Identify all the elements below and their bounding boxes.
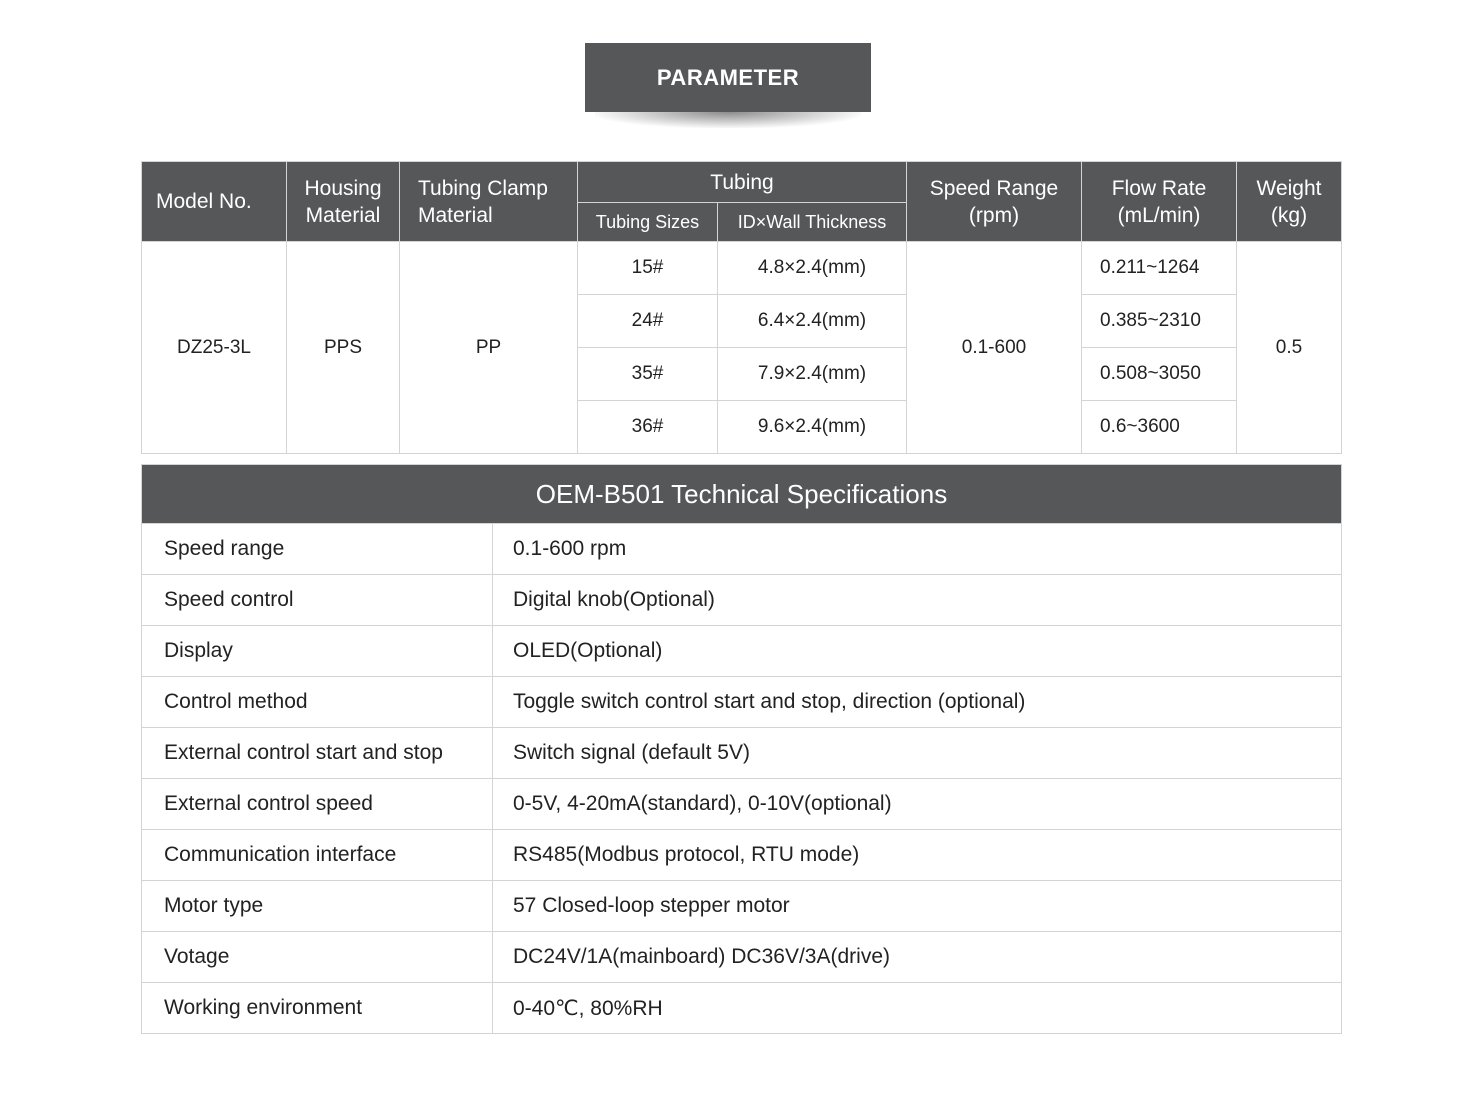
banner-title: PARAMETER bbox=[585, 43, 871, 112]
spec-value: DC24V/1A(mainboard) DC36V/3A(drive) bbox=[493, 932, 1342, 983]
spec-value: 0.1-600 rpm bbox=[493, 524, 1342, 575]
speed-cell: 0.1-600 bbox=[907, 242, 1082, 454]
tubing-size-cell: 15# bbox=[578, 242, 718, 295]
id-wall-cell: 4.8×2.4(mm) bbox=[718, 242, 907, 295]
spec-label: Display bbox=[142, 626, 493, 677]
table-row bbox=[142, 242, 1342, 295]
id-wall-cell: 9.6×2.4(mm) bbox=[718, 401, 907, 454]
header-tubing-clamp-material: Tubing Clamp Material bbox=[400, 162, 578, 242]
spec-value: Digital knob(Optional) bbox=[493, 575, 1342, 626]
flow-cell: 0.6~3600 bbox=[1082, 401, 1237, 454]
spec-value: 0-5V, 4-20mA(standard), 0-10V(optional) bbox=[493, 779, 1342, 830]
header-tubing: Tubing bbox=[578, 162, 907, 203]
weight-cell: 0.5 bbox=[1237, 242, 1342, 454]
spec-label: External control start and stop bbox=[142, 728, 493, 779]
header-housing-material: Housing Material bbox=[287, 162, 400, 242]
table-row bbox=[142, 575, 1342, 626]
header-flow-rate: Flow Rate (mL/min) bbox=[1082, 162, 1237, 242]
flow-cell: 0.211~1264 bbox=[1082, 242, 1237, 295]
spec-table-title: OEM-B501 Technical Specifications bbox=[142, 465, 1342, 524]
header-speed-range: Speed Range (rpm) bbox=[907, 162, 1082, 242]
parameter-banner bbox=[585, 43, 871, 135]
header-weight: Weight (kg) bbox=[1237, 162, 1342, 242]
spec-label: Speed range bbox=[142, 524, 493, 575]
header-tubing-sizes: Tubing Sizes bbox=[578, 203, 718, 242]
spec-label: Control method bbox=[142, 677, 493, 728]
table-row bbox=[142, 524, 1342, 575]
table-row bbox=[142, 626, 1342, 677]
spec-value: 0-40℃, 80%RH bbox=[493, 983, 1342, 1034]
spec-label: Votage bbox=[142, 932, 493, 983]
spec-label: Motor type bbox=[142, 881, 493, 932]
flow-cell: 0.508~3050 bbox=[1082, 348, 1237, 401]
tubing-size-cell: 36# bbox=[578, 401, 718, 454]
spec-value: 57 Closed-loop stepper motor bbox=[493, 881, 1342, 932]
table-row bbox=[142, 983, 1342, 1034]
id-wall-cell: 7.9×2.4(mm) bbox=[718, 348, 907, 401]
housing-cell: PPS bbox=[287, 242, 400, 454]
model-cell: DZ25-3L bbox=[142, 242, 287, 454]
table-row bbox=[142, 830, 1342, 881]
table-row bbox=[142, 728, 1342, 779]
header-model-no: Model No. bbox=[142, 162, 287, 242]
header-id-wall-thickness: ID×Wall Thickness bbox=[718, 203, 907, 242]
table-row bbox=[142, 779, 1342, 830]
clamp-cell: PP bbox=[400, 242, 578, 454]
spec-value: Switch signal (default 5V) bbox=[493, 728, 1342, 779]
table-row bbox=[142, 932, 1342, 983]
id-wall-cell: 6.4×2.4(mm) bbox=[718, 295, 907, 348]
spec-value: OLED(Optional) bbox=[493, 626, 1342, 677]
table-row bbox=[142, 881, 1342, 932]
spec-label: External control speed bbox=[142, 779, 493, 830]
spec-value: RS485(Modbus protocol, RTU mode) bbox=[493, 830, 1342, 881]
spec-label: Working environment bbox=[142, 983, 493, 1034]
parameter-table bbox=[141, 161, 1342, 454]
spec-label: Speed control bbox=[142, 575, 493, 626]
spec-label: Communication interface bbox=[142, 830, 493, 881]
banner-shadow bbox=[595, 112, 861, 128]
tubing-size-cell: 35# bbox=[578, 348, 718, 401]
spec-value: Toggle switch control start and stop, direction (optional) bbox=[493, 677, 1342, 728]
table-row bbox=[142, 677, 1342, 728]
tubing-size-cell: 24# bbox=[578, 295, 718, 348]
technical-specifications-table bbox=[141, 464, 1342, 1034]
flow-cell: 0.385~2310 bbox=[1082, 295, 1237, 348]
